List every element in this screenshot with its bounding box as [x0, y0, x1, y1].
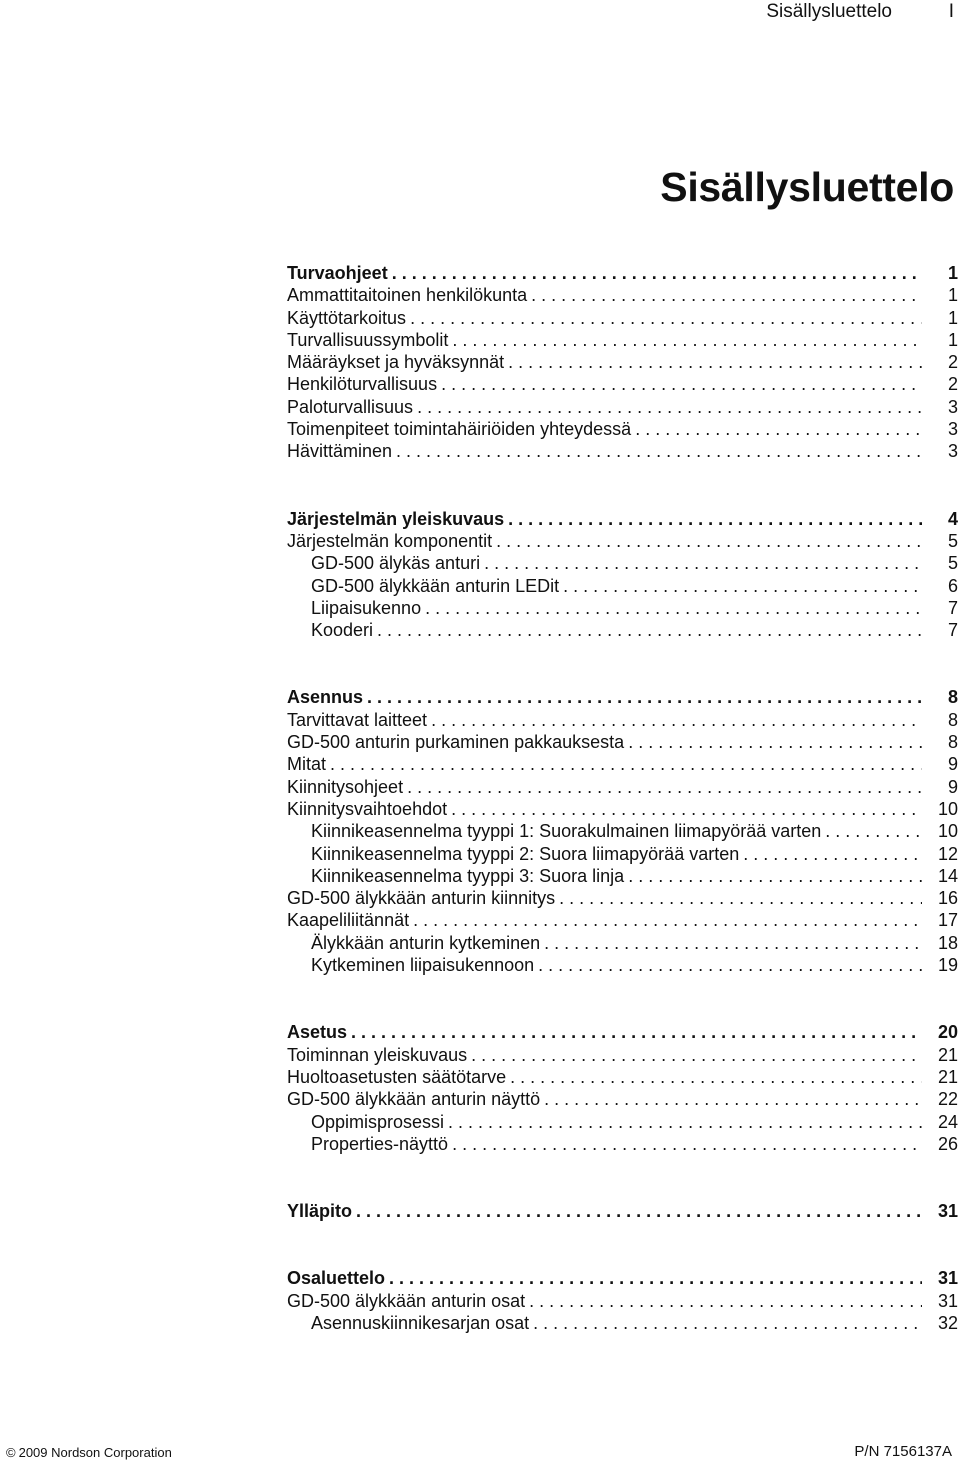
- dot-leader: [559, 887, 922, 909]
- toc-entry-leader: [287, 753, 922, 775]
- toc-entry-leader: [287, 418, 922, 440]
- dot-leader: [529, 1290, 922, 1312]
- toc-entry-leader: [287, 1200, 922, 1222]
- toc-entry-page: 3: [947, 396, 958, 417]
- toc-entry[interactable]: [287, 820, 960, 842]
- toc-entry-page: 6: [947, 575, 958, 596]
- dot-leader: [417, 396, 922, 418]
- copyright-icon: ©: [6, 1445, 16, 1460]
- dot-leader: [510, 1066, 922, 1088]
- toc-entry-label: Järjestelmän komponentit: [287, 530, 496, 552]
- dot-leader: [425, 597, 922, 619]
- dot-leader: [825, 820, 922, 842]
- toc-entry-leader: [287, 284, 922, 306]
- document-title: Sisällysluettelo: [660, 164, 954, 210]
- toc-entry-label: Älykkään anturin kytkeminen: [311, 932, 544, 954]
- toc-entry-leader: [311, 843, 922, 865]
- toc-section: [287, 686, 960, 976]
- dot-leader: [410, 307, 922, 329]
- toc-chapter-entry[interactable]: [287, 508, 960, 530]
- toc-entry[interactable]: [287, 731, 960, 753]
- toc-entry[interactable]: [287, 440, 960, 462]
- toc-entry-label: Kiinnitysohjeet: [287, 776, 407, 798]
- toc-entry[interactable]: [287, 1066, 960, 1088]
- toc-entry-page: 21: [937, 1044, 958, 1065]
- toc-entry-label: Tarvittavat laitteet: [287, 709, 431, 731]
- toc-entry[interactable]: [287, 843, 960, 865]
- toc-entry-label: Toimenpiteet toimintahäiriöiden yhteydessä: [287, 418, 635, 440]
- dot-leader: [496, 530, 922, 552]
- toc-entry-page: 7: [947, 597, 958, 618]
- toc-entry-page: 12: [937, 843, 958, 864]
- toc-entry-label: GD-500 älykkään anturin osat: [287, 1290, 529, 1312]
- dot-leader: [538, 954, 922, 976]
- dot-leader: [533, 1312, 922, 1334]
- toc-entry-leader: [287, 262, 922, 284]
- dot-leader: [451, 798, 922, 820]
- toc-entry[interactable]: [287, 1111, 960, 1133]
- toc-entry[interactable]: [287, 597, 960, 619]
- toc-entry-label: Huoltoasetusten säätötarve: [287, 1066, 510, 1088]
- toc-entry-label: Henkilöturvallisuus: [287, 373, 441, 395]
- toc-entry-page: 2: [947, 374, 958, 395]
- toc-entry-label: Käyttötarkoitus: [287, 307, 410, 329]
- toc-entry-page: 10: [937, 821, 958, 842]
- toc-entry-page: 8: [947, 709, 958, 730]
- toc-entry-leader: [311, 552, 922, 574]
- page-number: I: [948, 1, 954, 22]
- toc-entry-label: Kiinnikeasennelma tyyppi 3: Suora linja: [311, 865, 628, 887]
- toc-entry-page: 3: [947, 441, 958, 462]
- toc-entry-page: 18: [937, 932, 958, 953]
- toc-entry-page: 9: [947, 754, 958, 775]
- toc-entry-label: Properties-näyttö: [311, 1133, 452, 1155]
- toc-entry[interactable]: [287, 418, 960, 440]
- toc-entry-page: 19: [937, 955, 958, 976]
- copyright-notice: [6, 1445, 172, 1461]
- toc-section: [287, 1200, 960, 1222]
- toc-entry-page: 14: [937, 865, 958, 886]
- dot-leader: [628, 865, 922, 887]
- section-spacer: [287, 1222, 960, 1267]
- toc-entry-leader: [287, 887, 922, 909]
- toc-entry[interactable]: [287, 887, 960, 909]
- dot-leader: [531, 284, 922, 306]
- toc-entry-label: Kiinnitysvaihtoehdot: [287, 798, 451, 820]
- toc-entry-label: GD-500 älykkään anturin kiinnitys: [287, 887, 559, 909]
- toc-entry-leader: [311, 1133, 922, 1155]
- toc-entry-page: 31: [937, 1201, 958, 1222]
- toc-entry-label: Asennuskiinnikesarjan osat: [311, 1312, 533, 1334]
- dot-leader: [508, 351, 922, 373]
- dot-leader: [330, 753, 922, 775]
- section-spacer: [287, 1155, 960, 1200]
- dot-leader: [635, 418, 922, 440]
- toc-entry-page: 9: [947, 776, 958, 797]
- toc-entry-label: Turvallisuussymbolit: [287, 329, 452, 351]
- toc-chapter-entry[interactable]: [287, 262, 960, 284]
- toc-entry-page: 1: [947, 285, 958, 306]
- toc-entry-page: 21: [937, 1066, 958, 1087]
- toc-entry-leader: [287, 530, 922, 552]
- toc-entry-leader: [311, 1312, 922, 1334]
- toc-entry-leader: [287, 440, 922, 462]
- dot-leader: [377, 619, 922, 641]
- toc-entry[interactable]: [287, 329, 960, 351]
- toc-entry[interactable]: [287, 307, 960, 329]
- toc-entry[interactable]: [287, 284, 960, 306]
- toc-entry-leader: [287, 396, 922, 418]
- toc-entry-leader: [287, 351, 922, 373]
- toc-entry-label: Turvaohjeet: [287, 262, 392, 284]
- dot-leader: [413, 909, 922, 931]
- toc-entry-leader: [287, 1088, 922, 1110]
- toc-entry[interactable]: [287, 753, 960, 775]
- toc-entry-leader: [287, 1290, 922, 1312]
- dot-leader: [392, 262, 922, 284]
- toc-entry-page: 1: [947, 263, 958, 283]
- table-of-contents: [287, 262, 960, 1334]
- toc-entry-page: 31: [937, 1268, 958, 1289]
- toc-chapter-entry[interactable]: [287, 1200, 960, 1222]
- toc-entry[interactable]: [287, 396, 960, 418]
- toc-entry-label: Kooderi: [311, 619, 377, 641]
- dot-leader: [356, 1200, 922, 1222]
- toc-entry-page: 26: [937, 1133, 958, 1154]
- toc-entry-page: 31: [937, 1290, 958, 1311]
- toc-entry-label: Ammattitaitoinen henkilökunta: [287, 284, 531, 306]
- toc-entry-page: 7: [947, 620, 958, 641]
- toc-entry-page: 32: [937, 1312, 958, 1333]
- toc-entry-leader: [287, 709, 922, 731]
- toc-entry-leader: [287, 686, 922, 708]
- toc-entry-label: Mitat: [287, 753, 330, 775]
- toc-entry-leader: [287, 508, 922, 530]
- toc-entry[interactable]: [287, 932, 960, 954]
- toc-entry[interactable]: [287, 1312, 960, 1334]
- dot-leader: [367, 686, 922, 708]
- dot-leader: [448, 1111, 922, 1133]
- toc-entry-leader: [287, 1044, 922, 1066]
- dot-leader: [441, 373, 922, 395]
- toc-entry-label: Määräykset ja hyväksynnät: [287, 351, 508, 373]
- toc-entry[interactable]: [287, 709, 960, 731]
- dot-leader: [508, 508, 922, 530]
- dot-leader: [544, 1088, 922, 1110]
- toc-entry-label: Kaapeliliitännät: [287, 909, 413, 931]
- toc-chapter-entry[interactable]: [287, 1021, 960, 1043]
- toc-entry[interactable]: [287, 954, 960, 976]
- toc-entry-label: Asennus: [287, 686, 367, 708]
- toc-entry-leader: [311, 1111, 922, 1133]
- toc-entry-label: Järjestelmän yleiskuvaus: [287, 508, 508, 530]
- dot-leader: [351, 1021, 922, 1043]
- toc-entry[interactable]: [287, 619, 960, 641]
- toc-entry-leader: [287, 731, 922, 753]
- toc-entry-label: GD-500 älykäs anturi: [311, 552, 484, 574]
- dot-leader: [544, 932, 922, 954]
- toc-entry-leader: [287, 1267, 922, 1289]
- toc-entry[interactable]: [287, 575, 960, 597]
- toc-entry-label: Kiinnikeasennelma tyyppi 1: Suorakulmainen liimapyörää varten: [311, 820, 825, 842]
- dot-leader: [471, 1044, 922, 1066]
- dot-leader: [563, 575, 922, 597]
- toc-entry-page: 1: [947, 307, 958, 328]
- toc-entry[interactable]: [287, 1133, 960, 1155]
- page-header: [0, 0, 960, 26]
- toc-entry-label: Toiminnan yleiskuvaus: [287, 1044, 471, 1066]
- page-footer: [0, 1435, 960, 1465]
- toc-entry-label: Osaluettelo: [287, 1267, 389, 1289]
- toc-entry-label: Ylläpito: [287, 1200, 356, 1222]
- toc-entry[interactable]: [287, 351, 960, 373]
- toc-entry-page: 5: [947, 530, 958, 551]
- toc-entry-page: 10: [937, 798, 958, 819]
- toc-section: [287, 1267, 960, 1334]
- toc-section: [287, 262, 960, 463]
- toc-entry-page: 2: [947, 352, 958, 373]
- toc-entry-leader: [287, 798, 922, 820]
- toc-entry-leader: [311, 865, 922, 887]
- toc-entry-label: Kytkeminen liipaisukennoon: [311, 954, 538, 976]
- toc-entry-page: 16: [937, 888, 958, 909]
- toc-entry[interactable]: [287, 1088, 960, 1110]
- toc-entry[interactable]: [287, 1290, 960, 1312]
- toc-entry-page: 4: [947, 508, 958, 529]
- dot-leader: [452, 329, 922, 351]
- toc-entry-leader: [311, 820, 922, 842]
- toc-entry-leader: [287, 373, 922, 395]
- toc-section: [287, 1021, 960, 1155]
- toc-entry-label: Paloturvallisuus: [287, 396, 417, 418]
- toc-entry-label: Oppimisprosessi: [311, 1111, 448, 1133]
- dot-leader: [484, 552, 922, 574]
- toc-entry-leader: [287, 776, 922, 798]
- toc-entry-page: 5: [947, 553, 958, 574]
- toc-entry-leader: [311, 575, 922, 597]
- section-spacer: [287, 641, 960, 686]
- toc-entry-page: 8: [947, 687, 958, 708]
- toc-entry-leader: [287, 909, 922, 931]
- toc-entry-leader: [311, 597, 922, 619]
- toc-entry-label: GD-500 anturin purkaminen pakkauksesta: [287, 731, 628, 753]
- section-spacer: [287, 976, 960, 1021]
- toc-entry-leader: [311, 619, 922, 641]
- toc-entry-page: 17: [937, 910, 958, 931]
- toc-entry-leader: [287, 1021, 922, 1043]
- toc-entry-label: GD-500 älykkään anturin näyttö: [287, 1088, 544, 1110]
- toc-entry[interactable]: [287, 552, 960, 574]
- toc-entry-leader: [287, 329, 922, 351]
- dot-leader: [452, 1133, 922, 1155]
- toc-entry-page: 3: [947, 419, 958, 440]
- toc-entry-leader: [287, 307, 922, 329]
- dot-leader: [743, 843, 922, 865]
- toc-entry-leader: [287, 1066, 922, 1088]
- toc-entry[interactable]: [287, 776, 960, 798]
- toc-entry-label: Kiinnikeasennelma tyyppi 2: Suora liimapyörää varten: [311, 843, 743, 865]
- copyright-text: 2009 Nordson Corporation: [18, 1445, 172, 1460]
- toc-entry-label: Asetus: [287, 1021, 351, 1043]
- toc-chapter-entry[interactable]: [287, 1267, 960, 1289]
- running-header-title: Sisällysluettelo: [766, 1, 892, 22]
- toc-entry-page: 24: [937, 1111, 958, 1132]
- toc-entry-page: 20: [937, 1022, 958, 1043]
- part-number: P/N 7156137A: [854, 1443, 952, 1460]
- dot-leader: [396, 440, 922, 462]
- dot-leader: [431, 709, 922, 731]
- section-spacer: [287, 463, 960, 508]
- toc-entry[interactable]: [287, 530, 960, 552]
- toc-section: [287, 508, 960, 642]
- toc-entry-page: 8: [947, 732, 958, 753]
- toc-entry[interactable]: [287, 1044, 960, 1066]
- toc-entry-label: Liipaisukenno: [311, 597, 425, 619]
- toc-entry-leader: [311, 932, 922, 954]
- toc-entry-page: 1: [947, 329, 958, 350]
- toc-chapter-entry[interactable]: [287, 686, 960, 708]
- toc-entry[interactable]: [287, 865, 960, 887]
- dot-leader: [407, 776, 922, 798]
- dot-leader: [628, 731, 922, 753]
- toc-entry-label: Hävittäminen: [287, 440, 396, 462]
- toc-entry-leader: [311, 954, 922, 976]
- toc-entry-page: 22: [937, 1089, 958, 1110]
- dot-leader: [389, 1267, 922, 1289]
- toc-entry[interactable]: [287, 373, 960, 395]
- toc-entry-label: GD-500 älykkään anturin LEDit: [311, 575, 563, 597]
- toc-entry[interactable]: [287, 909, 960, 931]
- toc-entry[interactable]: [287, 798, 960, 820]
